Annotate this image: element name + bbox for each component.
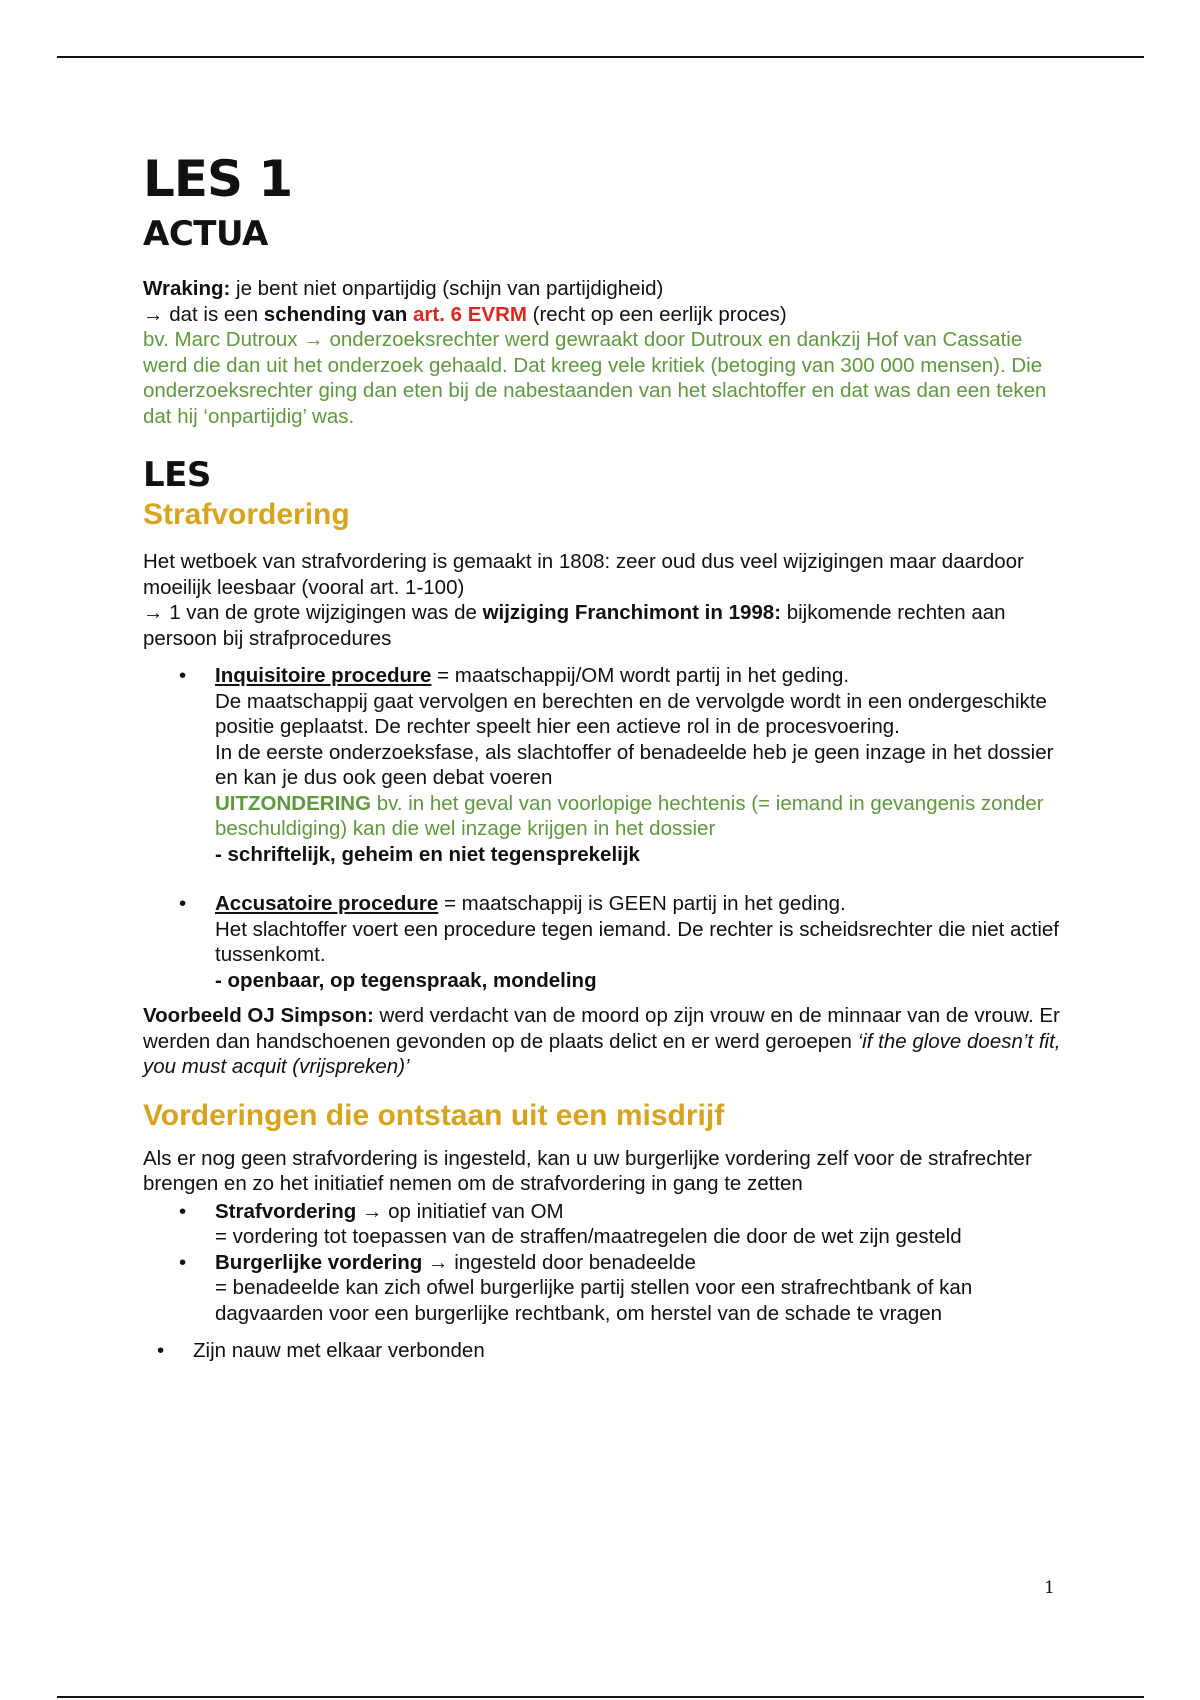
- inquisitoire-summary: - schriftelijk, geheim en niet tegensprekelijk: [215, 842, 640, 866]
- inquisitoire-p1: De maatschappij gaat vervolgen en berechten en de vervolgde wordt in een ondergeschikte positie geplaatst. De rechter speelt hier een actieve rol in de procesvoering.: [215, 689, 1047, 738]
- wraking-text: je bent niet onpartijdig (schijn van partijdigheid): [230, 277, 664, 300]
- strafvordering-label: Strafvordering: [215, 1199, 357, 1223]
- franchimont-prefix: → 1 van de grote wijzigingen was de: [143, 601, 483, 624]
- uitzondering-text: bv. in het geval van voorlopige hechtenis (= iemand in gevangenis zonder beschuldiging) kan die wel inzage krijgen in het dossier: [215, 791, 1044, 840]
- list-item-accusatoire: [143, 891, 1063, 993]
- dutroux-example: bv. Marc Dutroux → onderzoeksrechter werd gewraakt door Dutroux en dankzij Hof van Cassatie werd die dan uit het onderzoek gehaald. Dat kreeg vele kritiek (betoging van 300 000 mensen). Die onderzoeksrechter ging dan eten bij de nabestaanden van het slachtoffer en dat was dan een teken dat hij ‘onpartijdig’ was.: [143, 328, 1047, 428]
- list-item-verbonden: [143, 1338, 1063, 1364]
- vorderingen-heading: Vorderingen die ontstaan uit een misdrijf: [143, 1098, 725, 1132]
- bullet-icon: •: [179, 664, 187, 687]
- vordering-list: [143, 1199, 1063, 1327]
- inquisitoire-def: = maatschappij/OM wordt partij in het geding.: [431, 664, 850, 687]
- strafvordering-rest: → op initiatief van OM: [356, 1199, 564, 1223]
- oj-label: Voorbeeld OJ Simpson:: [143, 1004, 374, 1027]
- document-page: [143, 150, 1063, 1364]
- bullet-icon: •: [179, 1250, 187, 1274]
- franchimont-rest: bijkomende rechten aan persoon bij strafprocedures: [143, 601, 1006, 650]
- wetboek-intro: Het wetboek van strafvordering is gemaakt in 1808: zeer oud dus veel wijzigingen maar daardoor moeilijk leesbaar (vooral art. 1-100): [143, 550, 1024, 599]
- bullet-icon: •: [179, 1199, 187, 1223]
- burgerlijke-vordering-sub: = benadeelde kan zich ofwel burgerlijke partij stellen voor een strafrechtbank of kan dagvaarden voor een burgerlijke rechtbank, om herstel van de schade te vragen: [215, 1276, 973, 1325]
- document-title: LES 1: [143, 150, 293, 208]
- list-item-strafvordering: [143, 1199, 1063, 1250]
- accusatoire-title: Accusatoire procedure: [215, 892, 439, 915]
- verbonden-text: Zijn nauw met elkaar verbonden: [193, 1339, 485, 1362]
- uitzondering-label: UITZONDERING: [215, 791, 372, 815]
- strafvordering-sub: = vordering tot toepassen van de straffen/maatregelen die door de wet zijn gesteld: [215, 1225, 962, 1248]
- accusatoire-p1: Het slachtoffer voert een procedure tegen iemand. De rechter is scheidsrechter die niet actief tussenkomt.: [215, 917, 1059, 966]
- oj-simpson-example: [143, 1003, 1063, 1080]
- procedure-list: [143, 663, 1063, 993]
- header-rule: [57, 56, 1144, 58]
- oj-quote: ‘if the glove doesn’t fit, you must acquit (vrijspreken)’: [143, 1029, 1061, 1078]
- wraking-line: [143, 276, 1063, 302]
- vorderingen-intro: Als er nog geen strafvordering is ingesteld, kan u uw burgerlijke vordering zelf voor de strafrechter brengen en zo het initiatief nemen om de strafvordering in gang te zetten: [143, 1146, 1032, 1195]
- franchimont-bold: wijziging Franchimont in 1998:: [482, 601, 782, 624]
- oj-text: werd verdacht van de moord op zijn vrouw en de minnaar van de vrouw. Er werden dan handschoenen gevonden op de plaats delict en er werd geroepen: [143, 1004, 1060, 1053]
- burgerlijke-vordering-rest: → ingesteld door benadeelde: [422, 1250, 696, 1274]
- les-heading: LES: [143, 455, 211, 495]
- list-item-inquisitoire: [143, 663, 1063, 867]
- bullet-icon: •: [157, 1339, 165, 1362]
- accusatoire-def: = maatschappij is GEEN partij in het geding.: [438, 892, 846, 915]
- inquisitoire-p2: In de eerste onderzoeksfase, als slachtoffer of benadeelde heb je geen inzage in het dossier en kan je dus ook geen debat voeren: [215, 740, 1054, 789]
- schending-bold: schending van: [263, 302, 414, 326]
- burgerlijke-vordering-label: Burgerlijke vordering: [215, 1250, 423, 1274]
- franchimont-line: [143, 600, 1063, 651]
- wraking-label: Wraking:: [143, 277, 231, 300]
- accusatoire-summary: - openbaar, op tegenspraak, mondeling: [215, 968, 597, 992]
- actua-heading: ACTUA: [143, 214, 268, 254]
- footer-rule: [57, 1696, 1144, 1698]
- evrm-reference: art. 6 EVRM: [413, 302, 527, 326]
- list-item-burgerlijke-vordering: [143, 1250, 1063, 1327]
- schending-line: [143, 302, 1063, 328]
- strafvordering-heading: Strafvordering: [143, 498, 350, 531]
- inquisitoire-title: Inquisitoire procedure: [215, 664, 432, 687]
- schending-prefix: → dat is een: [143, 302, 264, 326]
- bullet-icon: •: [179, 892, 187, 915]
- page-number: 1: [1044, 1578, 1055, 1598]
- schending-rest: (recht op een eerlijk proces): [526, 302, 787, 326]
- final-list: [143, 1338, 1063, 1364]
